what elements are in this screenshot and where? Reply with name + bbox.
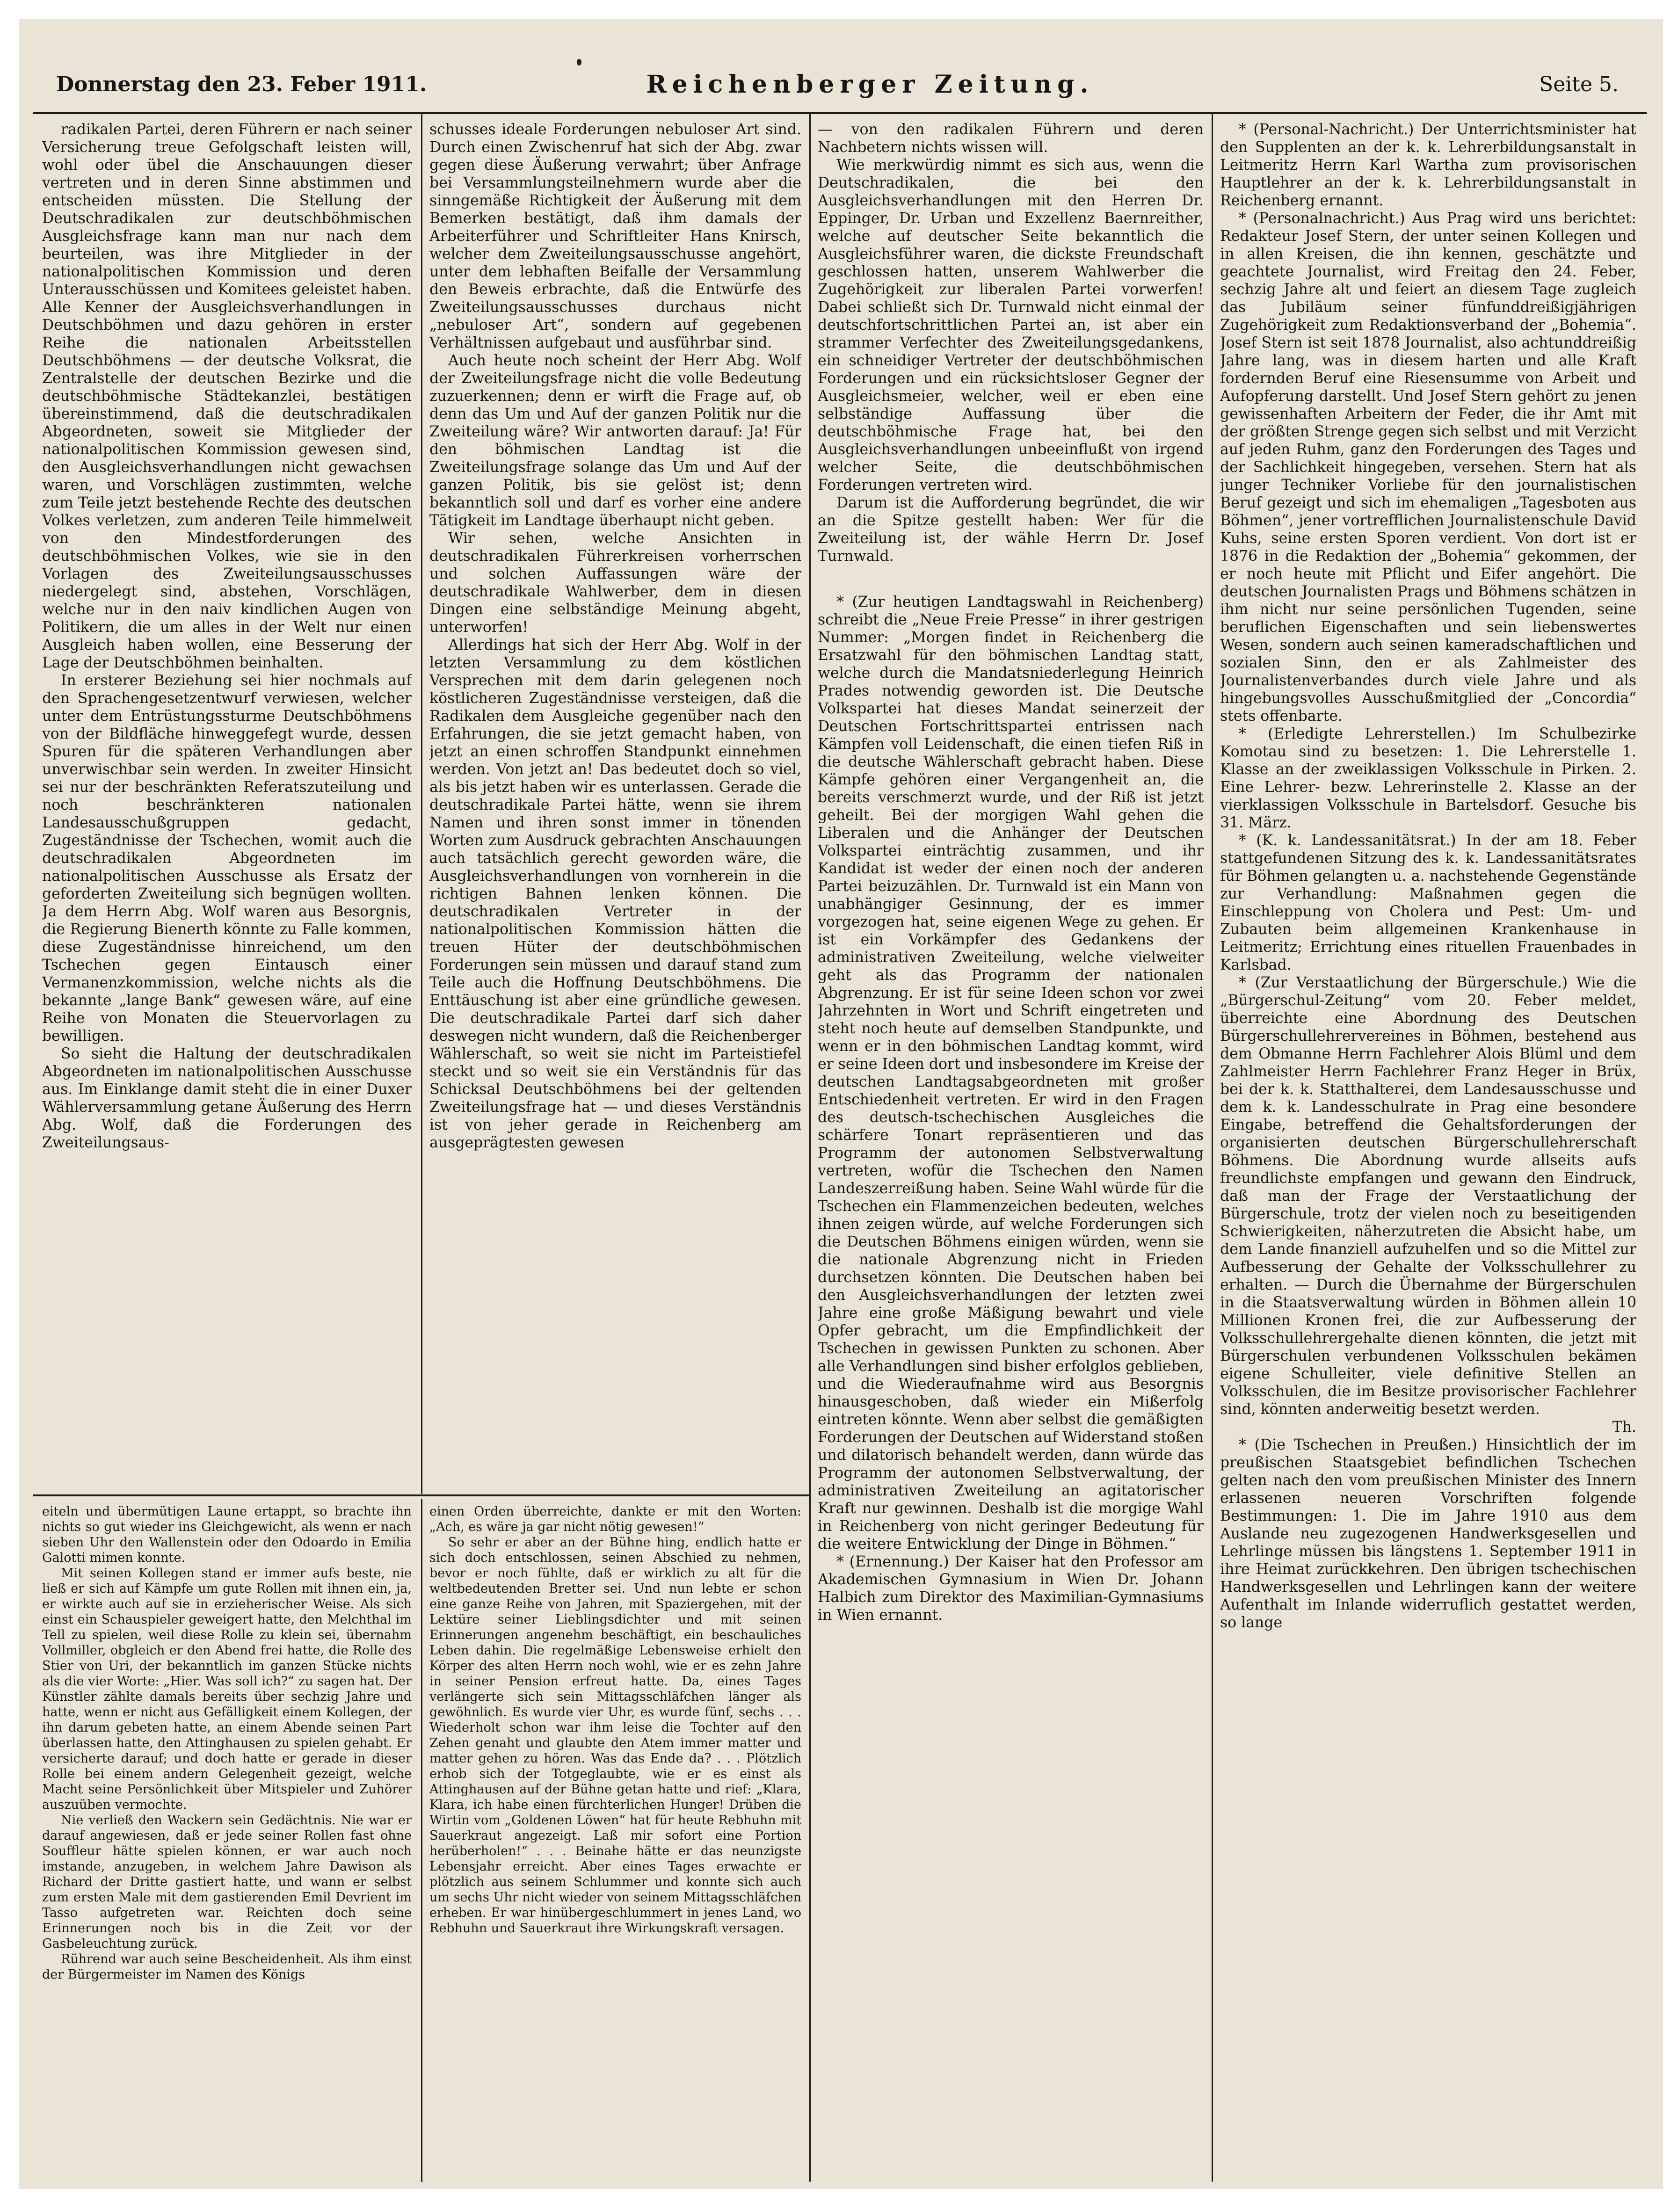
feuilleton-left <box>42 1504 412 2180</box>
ink-speck <box>577 59 581 65</box>
paragraph: schusses ideale Forderungen nebuloser Art sind. Durch einen Zwischenruf hat sich der Abg. zwar gegen diese Äußerung verwahrt; über Anfrage bei Versammlungsteilnehmern wurde aber die sinngemäße Richtigkeit der Äußerung mit dem Bemerken bestätigt, daß ihm damals der Arbeiterführer und Schriftleiter Hans Knirsch, welcher dem Zweiteilungsausschusse angehört, unter dem lebhaften Beifalle der Versammlung den Beweis erbrachte, daß die Entwürfe des Zweiteilungsausschusses durchaus nicht „nebuloser Art“, sondern auf gegebenen Verhältnissen aufgebaut und ausführbar sind. <box>429 121 801 351</box>
page-number: Seite 5. <box>1539 73 1619 96</box>
paragraph: Wie merkwürdig nimmt es sich aus, wenn die Deutschradikalen, die bei den Ausgleichsverhandlungen mit den Herren Dr. Eppinger, Dr. Urban und Exzellenz Baernreither, welche auf deutscher Seite bekanntlich die Ausgleichsführer waren, die dickste Freundschaft geschlossen hatten, unserem Wahlwerber die Zugehörigkeit zur liberalen Partei vorwerfen! Dabei schließt sich Dr. Turnwald nicht einmal der deutschfortschrittlichen Partei an, ist aber ein strammer Verfechter des Zweiteilungsgedankens, ein schneidiger Vertreter der deutschböhmischen Forderungen und ein rücksichtsloser Gegner der Ausgleichsmeier, welcher, weil er eben eine selbständige Auffassung über die deutschböhmische Frage hat, bei den Ausgleichsverhandlungen unbeeinflußt von irgend welcher Seite, die deutschböhmischen Forderungen vertreten wird. <box>818 157 1204 493</box>
column-rule-3 <box>1212 114 1213 2182</box>
column-1 <box>42 121 412 1489</box>
paragraph: Mit seinen Kollegen stand er immer aufs beste, nie ließ er sich auf Kämpfe um gute Rollen mit ihnen ein, ja, er wirkte auch auf sie in erzieherischer Weise. Als sich einst ein Schauspieler geweigert hatte, den Melchthal im Tell zu spielen, weil diese Rolle zu klein sei, übernahm Vollmiller, obgleich er den Abend frei hatte, die Rolle des Stier von Uri, der bekanntlich im ganzen Stücke nichts als die vier Worte: „Hier. Was soll ich?“ zu sagen hat. Der Künstler zählte damals bereits über sechzig Jahre und hatte, wenn er nicht aus Gefälligkeit einem Kollegen, der ihn darum gebeten hatte, an einem Abende seinen Part überlassen hatte, den Attinghausen zu spielen gehabt. Er versicherte darauf; und doch hatte er gerade in dieser Rolle bei einem andern Gelegenheit gezeigt, welche Macht seine Persönlichkeit über Mitspieler und Zuhörer auszuüben vermochte. <box>42 1566 412 1812</box>
news-item: * (K. k. Landessanitätsrat.) In der am 18. Feber stattgefundenen Sitzung des k. k. Landessanitätsrates für Böhmen gelangten u. a. nachstehende Gegenstände zur Verhandlung: Maßnahmen gegen die Einschleppung von Cholera und Pest: Um- und Zubauten beim allgemeinen Krankenhause in Leitmeritz; Errichtung eines rituellen Frauenbades in Karlsbad. <box>1220 832 1636 973</box>
column-2 <box>429 121 801 1489</box>
feuilleton-rule <box>33 1494 809 1496</box>
feuilleton-right <box>429 1504 801 2180</box>
spacer <box>818 565 1204 593</box>
news-item: * (Zur Verstaatlichung der Bürgerschule.) Wie die „Bürgerschul-Zeitung“ vom 20. Feber meldet, überreichte eine Abordnung des Deutschen Bürgerschullehrervereines in Böhmen, bestehend aus dem Obmanne Herrn Fachlehrer Alois Blüml und dem Zahlmeister Herrn Fachlehrer Franz Heger in Brüx, bei der k. k. Statthalterei, dem Landesausschusse und dem k. k. Landesschulrate in Prag eine besondere Eingabe, betreffend die Gehaltsforderungen der organisierten deutschen Bürgerschullehrerschaft Böhmens. Die Abordnung wurde allseits aufs freundlichste empfangen und gewann den Eindruck, daß man der Frage der Verstaatlichung der Bürgerschule, trotz der vielen noch zu beseitigenden Schwierigkeiten, näherzutreten die Absicht habe, um dem Lande finanziell aufzuhelfen und so die Mittel zur Aufbesserung der Gehalte der Volksschullehrer zu erhalten. — Durch die Übernahme der Bürgerschulen in die Staatsverwaltung würden in Böhmen allein 10 Millionen Kronen frei, die zur Aufbesserung der Volksschullehrergehalte dienen könnten, die jetzt mit Bürgerschulen verbundenen Volksschulen bekämen eigene Schulleiter, viele definitive Stellen an Volksschulen, die im Besitze provisorischer Fachlehrer sind, könnten anderweitig besetzt werden. <box>1220 974 1636 1418</box>
author-signature: Th. <box>1612 1419 1636 1436</box>
paragraph: Nie verließ den Wackern sein Gedächtnis. Nie war er darauf angewiesen, daß er jede seiner Rollen fast ohne Souffleur hätte spielen können, er war auch noch imstande, anzugeben, in welchem Jahre Dawison als Richard der Dritte gastiert hatte, und wann er selbst zum ersten Male mit dem gastierenden Emil Devrient im Tasso aufgetreten war. Reichten doch seine Erinnerungen noch bis in die Zeit vor der Gasbeleuchtung zurück. <box>42 1813 412 1951</box>
paragraph: So sehr er aber an der Bühne hing, endlich hatte er sich doch entschlossen, seinen Abschied zu nehmen, bevor er noch fühlte, daß er wirklich zu alt für die weltbedeutenden Bretter sei. Und nun lebte er schon eine ganze Reihe von Jahren, mit Spaziergehen, mit der Lektüre seiner Lieblingsdichter und mit seinen Erinnerungen angenehm beschäftigt, ein beschauliches Leben dahin. Die regelmäßige Lebensweise erhielt den Körper des alten Herrn noch wohl, wie er es zehn Jahre in seiner Pension erfreut hatte. Da, eines Tages verlängerte sich sein Mittagsschläfchen länger als gewöhnlich. Es wurde vier Uhr, es wurde fünf, sechs . . . Wiederholt schon war ihm leise die Tochter auf den Zehen genaht und glaubte den Atem immer matter und matter gehen zu hören. Was das Ende da? . . . Plötzlich erhob sich der Totgeglaubte, wie er es einst als Attinghausen auf der Bühne getan hatte und rief: „Klara, Klara, ich habe einen fürchterlichen Hunger! Drüben die Wirtin vom „Goldenen Löwen“ hat für heute Rebhuhn mit Sauerkraut angezeigt. Laß mir sofort eine Portion herüberholen!“ . . . Beinahe hätte er das neunzigste Lebensjahr erreicht. Aber eines Tages erwachte er plötzlich aus seinem Schlummer und konnte sich auch um sechs Uhr nicht wieder von seinem Mittagsschläfchen erheben. Er war hinübergeschlummert in jenes Land, wo Rebhuhn und Sauerkraut ihre Wirkungskraft versagen. <box>429 1535 801 1936</box>
paragraph: eiteln und übermütigen Laune ertappt, so brachte ihn nichts so gut wieder ins Gleichgewicht, als wenn er nach sieben Uhr den Wallenstein oder den Odoardo in Emilia Galotti mimen konnte. <box>42 1504 412 1565</box>
column-3 <box>818 121 1204 2179</box>
news-item: * (Erledigte Lehrerstellen.) Im Schulbezirke Komotau sind zu besetzen: 1. Die Lehrerstelle 1. Klasse an der zweiklassigen Volksschule in Pirken. 2. Eine Lehrer- bezw. Lehrerinstelle 2. Klasse an der vierklassigen Volksschule in Bartelsdorf. Gesuche bis 31. März. <box>1220 725 1636 831</box>
column-rule-2 <box>809 114 811 2182</box>
header-rule <box>33 112 1647 114</box>
column-rule-1 <box>421 114 422 1494</box>
paragraph: In ersterer Beziehung sei hier nochmals auf den Sprachengesetzentwurf verwiesen, welcher unter dem Entrüstungssturme Deutschböhmens von der Bildfläche hinweggefegt wurde, dessen Spuren für die späteren Verhandlungen aber unverwischbar sein werden. In zweiter Hinsicht sei nur der beschränkten Referatszuteilung und noch beschränkteren nationalen Landesausschußgruppen gedacht, Zugeständnisse der Tschechen, womit auch die deutschradikalen Abgeordneten im nationalpolitischen Ausschusse als Ersatz der geforderten Zweiteilung sich begnügen wollten. Ja dem Herrn Abg. Wolf waren aus Besorgnis, die Regierung Bienerth könnte zu Falle kommen, diese Zugeständnisse hinreichend, um den Tschechen gegen Eintausch einer Vermanenzkommission, welche nichts als die bekannte „lange Bank“ gewesen wäre, auf eine Reihe von Monaten die Steuervorlagen zu bewilligen. <box>42 672 412 1044</box>
paragraph: einen Orden überreichte, dankte er mit den Worten: „Ach, es wäre ja gar nicht nötig gewesen!“ <box>429 1504 801 1534</box>
news-item: * (Personalnachricht.) Aus Prag wird uns berichtet: Redakteur Josef Stern, der unter seinen Kollegen und in allen Kreisen, die ihn kennen, geschätzte und geachtete Journalist, wird Freitag den 24. Feber, sechzig Jahre alt und feiert an diesem Tage zugleich das Jubiläum seiner fünfunddreißigjährigen Zugehörigkeit zum Redaktionsverband der „Bohemia“. Josef Stern ist seit 1878 Journalist, also achtunddreißig Jahre lang, was in diesem harten und alle Kraft fordernden Beruf eine Riesensumme von Arbeit und Aufopferung darstellt. Und Josef Stern gehört zu jenen gewissenhaften Arbeitern der Feder, die ihr Amt mit der größten Strenge gegen sich selbst und mit Verzicht auf jeden Ruhm, ganz den Forderungen des Tages und der Sachlichkeit hingegeben, versehen. Stern hat als junger Techniker Vorliebe für den journalistischen Beruf gezeigt und sich im ehemaligen „Tagesboten aus Böhmen“, jener vortrefflichen Journalistenschule David Kuhs, seine ersten Sporen verdient. Von dort ist er 1876 in die Redaktion der „Bohemia“ gekommen, der er noch heute mit Pflicht und Eifer angehört. Die deutschen Journalisten Prags und Böhmens schätzen in ihm nicht nur seine persönlichen Tugenden, seine beruflichen Eigenschaften und sein liebenswertes Wesen, sondern auch seinen kameradschaftlichen und sozialen Sinn, den er als Zahlmeister des Journalistenverbandes durch viele Jahre und als hingebungsvolles Ausschußmitglied der „Concordia“ stets offenbarte. <box>1220 210 1636 725</box>
paragraph: Allerdings hat sich der Herr Abg. Wolf in der letzten Versammlung zu dem köstlichen Versprechen mit dem darin gelegenen noch köstlicheren Zugeständnisse versteigen, daß die Radikalen dem Ausgleiche gegenüber nach den Erfahrungen, die sie jetzt gemacht haben, von jetzt an einen schroffen Standpunkt einnehmen werden. Von jetzt an! Das bedeutet doch so viel, als bis jetzt haben wir es unterlassen. Gerade die deutschradikale Partei hätte, wenn sie ihrem Namen und ihren sonst immer in tönenden Worten zum Ausdruck gebrachten Anschauungen auch tatsächlich gerecht geworden wäre, die Ausgleichsverhandlungen von vornherein in die richtigen Bahnen lenken können. Die deutschradikalen Vertreter in der nationalpolitischen Kommission hätten die treuen Hüter der deutschböhmischen Forderungen sein müssen und darauf stand zum Teile auch die Hoffnung Deutschböhmens. Die Enttäuschung ist aber eine gründliche gewesen. Die deutschradikale Partei darf sich daher deswegen nicht wundern, daß die Reichenberger Wählerschaft, so weit sie nicht im Parteistiefel steckt und so weit sie ein Verständnis für das Schicksal Deutschböhmens bei der geltenden Zweiteilungsfrage hat — und dieses Verständnis ist von jeher gerade in Reichenberg am ausgeprägtesten gewesen <box>429 637 801 1151</box>
paragraph: So sieht die Haltung der deutschradikalen Abgeordneten im nationalpolitischen Ausschusse aus. Im Einklange damit steht die in einer Duxer Wählerversammlung getane Äußerung des Herrn Abg. Wolf, daß die Forderungen des Zweiteilungsaus- <box>42 1045 412 1151</box>
news-item: * (Zur heutigen Landtagswahl in Reichenberg) schreibt die „Neue Freie Presse“ in ihrer gestrigen Nummer: „Morgen findet in Reichenberg die Ersatzwahl für den böhmischen Landtag statt, welche durch die Mandatsniederlegung Heinrich Prades notwendig geworden ist. Die Deutsche Volkspartei hat dieses Mandat seinerzeit der Deutschen Fortschrittspartei entrissen nach Kämpfen voll Leidenschaft, die einen tiefen Riß in die deutsche Wählerschaft gebracht haben. Diese Kämpfe gehören einer Vergangenheit an, die bereits verschmerzt wurde, und der Riß ist jetzt geheilt. Bei der morgigen Wahl gehen die Liberalen und die Anhänger der Deutschen Volkspartei einträchtig zusammen, und ihr Kandidat ist weder der einen noch der anderen Partei beizuzählen. Dr. Turnwald ist ein Mann von unabhängiger Gesinnung, der es immer vorgezogen hat, seine eigenen Wege zu gehen. Er ist ein Vorkämpfer des Gedankens der administrativen Zweiteilung, welche vielweiter geht als das Programm der nationalen Abgrenzung. Er ist für seine Ideen schon vor zwei Jahrzehnten in Wort und Schrift eingetreten und steht noch heute auf demselben Standpunkte, und wenn er in den böhmischen Landtag kommt, wird er seine Ideen dort und insbesondere im Kreise der deutschen Landtagsabgeordneten mit großer Entschiedenheit vertreten. Er wird in den Fragen des deutsch-tschechischen Ausgleiches die schärfere Tonart repräsentieren und das Programm der autonomen Selbstverwaltung vertreten, wofür die Tschechen den Namen Landeszerreißung haben. Seine Wahl würde für die Tschechen ein Flammenzeichen bedeuten, welches ihnen zeigen würde, auf welche Forderungen sich die Deutschen Böhmens einigen würden, wenn sie die nationale Abgrenzung nicht in Frieden durchsetzen könnten. Die Deutschen haben bei den Ausgleichsverhandlungen der letzten zwei Jahre eine große Mäßigung bewahrt und viele Opfer gebracht, um die Empfindlichkeit der Tschechen in gewissen Punkten zu schonen. Aber alle Verhandlungen sind bisher erfolglos geblieben, und die Wiederaufnahme wird aus Besorgnis hinausgeschoben, daß wieder ein Mißerfolg eintreten könnte. Wenn aber selbst die gemäßigten Forderungen der Deutschen auf Widerstand stoßen und dilatorisch behandelt werden, dann würde das Programm der autonomen Selbstverwaltung, der administrativen Zweiteilung an agitatorischer Kraft nur gewinnen. Deshalb ist die morgige Wahl in Reichenberg von nicht geringer Bedeutung für die weitere Entwicklung der Dinge in Böhmen.“ <box>818 594 1204 1552</box>
masthead-title: Reichenberger Zeitung. <box>646 70 1094 99</box>
news-item: * (Die Tschechen in Preußen.) Hinsichtlich der im preußischen Staatsgebiet befindlichen Tschechen gelten nach den vom preußischen Minister des Innern erlassenen neueren Vorschriften folgende Bestimmungen: 1. Die im Jahre 1910 aus dem Auslande neu zugezogenen Handwerksgesellen und Lehrlinge müssen bis längstens 1. September 1911 in ihre Heimat zurückkehren. Den übrigen tschechischen Handwerksgesellen und Lehrlingen kann der weitere Aufenthalt im Inlande widerruflich gestattet werden, so lange <box>1220 1436 1636 1631</box>
news-item: * (Ernennung.) Der Kaiser hat den Professor am Akademischen Gymnasium in Wien Dr. Johann Halbich zum Direktor des Maximilian-Gymnasiums in Wien ernannt. <box>818 1553 1204 1624</box>
paragraph: — von den radikalen Führern und deren Nachbetern nichts wissen will. <box>818 121 1204 156</box>
news-item: * (Personal-Nachricht.) Der Unterrichtsminister hat den Supplenten an der k. k. Lehrerbildungsanstalt in Leitmeritz Herrn Karl Wartha zum provisorischen Hauptlehrer an der k. k. Lehrerbildungsanstalt in Reichenberg ernannt. <box>1220 121 1636 209</box>
page-header <box>51 70 1628 108</box>
paragraph: Darum ist die Aufforderung begründet, die wir an die Spitze gestellt haben: Wer für die Zweiteilung ist, der wähle Herrn Dr. Josef Turnwald. <box>818 494 1204 565</box>
column-4 <box>1220 121 1636 2179</box>
issue-date: Donnerstag den 23. Feber 1911. <box>56 73 427 96</box>
paragraph: Rührend war auch seine Bescheidenheit. Als ihm einst der Bürgermeister im Namen des Königs <box>42 1952 412 1982</box>
paragraph: Auch heute noch scheint der Herr Abg. Wolf der Zweiteilungsfrage nicht die volle Bedeutung zuzuerkennen; denn er wirft die Frage auf, ob denn das Um und Auf der ganzen Politik nur die Zweiteilung wäre? Wir antworten darauf: Ja! Für den böhmischen Landtag ist die Zweiteilungsfrage solange das Um und Auf der ganzen Politik, bis sie gelöst ist; denn bekanntlich soll und darf es vorher eine andere Tätigkeit im Landtage überhaupt nicht geben. <box>429 352 801 529</box>
paragraph: Wir sehen, welche Ansichten in deutschradikalen Führerkreisen vorherrschen und solchen Auffassungen wäre der deutschradikale Wahlwerber, dem in diesen Dingen eine selbständige Meinung abgeht, unterworfen! <box>429 530 801 636</box>
feuilleton-column-rule <box>421 1499 422 2182</box>
paragraph: radikalen Partei, deren Führern er nach seiner Versicherung treue Gefolgschaft leisten will, wohl oder übel die Anschauungen dieser vertreten und in deren Sinne abstimmen und entscheiden müssten. Die Stellung der Deutschradikalen zur deutschböhmischen Ausgleichsfrage kann man nur nach dem beurteilen, was ihre Mitglieder in der nationalpolitischen Kommission und deren Unterausschüssen und Komitees geleistet haben. Alle Kenner der Ausgleichsverhandlungen in Deutschböhmen und dazu gehören in erster Reihe die nationalen Arbeitsstellen Deutschböhmens — der deutsche Volksrat, die Zentralstelle der deutschen Bezirke und die deutschböhmische Städtekanzlei, bestätigen übereinstimmend, daß die deutschradikalen Abgeordneten, soweit sie Mitglieder der nationalpolitischen Kommission gewesen sind, den Ausgleichsverhandlungen nicht gewachsen waren, und Vorschlägen zustimmten, welche zum Teile jetzt bestehende Rechte des deutschen Volkes verletzen, zum anderen Teile himmelweit von den Mindestforderungen des deutschböhmischen Volkes, wie sie in den Vorlagen des Zweiteilungsausschusses niedergelegt sind, abstehen, Vorschlägen, welche nur in den naiv kindlichen Augen von Politikern, die um alles in der Welt nur einen Ausgleich haben wollen, eine Besserung der Lage der Deutschböhmen beinhalten. <box>42 121 412 671</box>
